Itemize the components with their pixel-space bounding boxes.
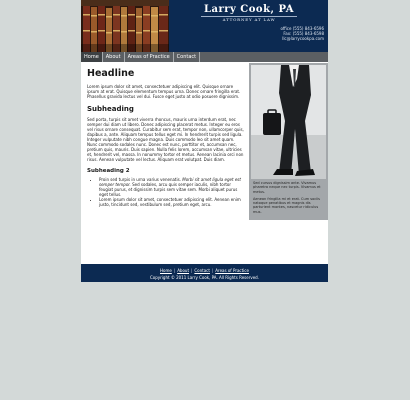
main-nav [81,52,328,62]
list-item: • Proin sed turpis in urna varius venenatis. Morbi sit amet ligula eget est semper tempor. Sed sodales, arcu quis semper iaculis, nibh tortor feugiat purus, et dignissim turpis sem vitae sem. Morbi aliquet purus eget tellus. [99,177,245,197]
footer-link-home[interactable]: Home [160,268,172,273]
businessman-photo [251,65,326,179]
copyright: Copyright © 2011 Larry Cook, PA. All Rights Reserved. [150,275,259,280]
contact-email[interactable]: llc@larrycookpa.com [282,36,324,41]
site-header [81,0,328,52]
page-container [81,0,328,282]
sidebar-caption [253,181,325,217]
footer-link-about[interactable]: About [177,268,190,273]
sidebar [249,63,328,220]
sidebar-caption-2: Aenean fringilla mi et erat. Cum sociis natoque penatibus et magnis dis parturient montes, nascetur ridiculus mus. [253,196,320,214]
contact-phone: office (555) 843-6596 [280,26,324,31]
contact-info [280,26,324,41]
nav-about[interactable]: About [103,52,125,62]
law-books-image [81,0,169,52]
firm-subtitle: ATTORNEY AT LAW [222,17,276,22]
page-title: Headline [87,68,135,79]
site-footer [81,264,328,282]
firm-name: Larry Cook, PA [203,4,295,15]
nav-contact[interactable]: Contact [174,52,200,62]
subheading-2: Subheading 2 [87,168,130,174]
intro-paragraph: Lorem ipsum dolor sit amet, consectetuer adipiscing elit. Quisque ornare ipsum at erat. Quisque elementum tempus urna. Donec ornare fringilla erat. Phasellus gravida lectus vel dui. Fusce eget justo at odio posuere dignissim. [87,84,241,99]
bullet-list [87,177,245,207]
contact-fax: Fax: (555) 843-6598 [283,31,324,36]
nav-home[interactable]: Home [81,52,103,62]
nav-areas-of-practice[interactable]: Areas of Practice [125,52,174,62]
list-item: • Lorem ipsum dolor sit amet, consectetuer adipiscing elit. Aenean enim justo, tincidunt sed, vestibulum sed, pretium eget, arcu. [99,197,245,207]
body-paragraph: Sed porta, turpis sit amet viverra rhoncus, mauris urna interdum erat, nec semper dui diam ut libero. Donec adipiscing placerat metus. Integer eu eros vel risus ornare consequat. Curabitur sem erat, tempor non, ullamcorper quis, dapibus a, ante. Aliquam tempus tellus eget mi. In hendrerit turpis sed ligula. Integer vulputate nibh congue magna. Duis commodo leo sit amet quam. Nunc commodo sodales nunc. Donec est nunc, porttitor et, accumsan nec, pretium quis, mauris. Duis sapien. Nulla felis lorem, accumsan vitae, ultricies et, hendrerit vel, massa. In nonummy tortor et metus. Aenean lacinia orci non risus. Aenean vulputate vel lectus. Aliquam erat volutpat. Duis diam. [87,117,244,162]
footer-link-areas-of-practice[interactable]: Areas of Practice [215,268,249,273]
footer-link-contact[interactable]: Contact [194,268,210,273]
sidebar-caption-1: Sed cursus dignissim ante. Vivamus pharetra neque nec turpis. Vivamus et metus. [253,181,321,194]
main-content [87,66,245,207]
footer-links: Home | About | Contact | Areas of Practice [160,268,249,273]
subheading: Subheading [87,105,134,113]
